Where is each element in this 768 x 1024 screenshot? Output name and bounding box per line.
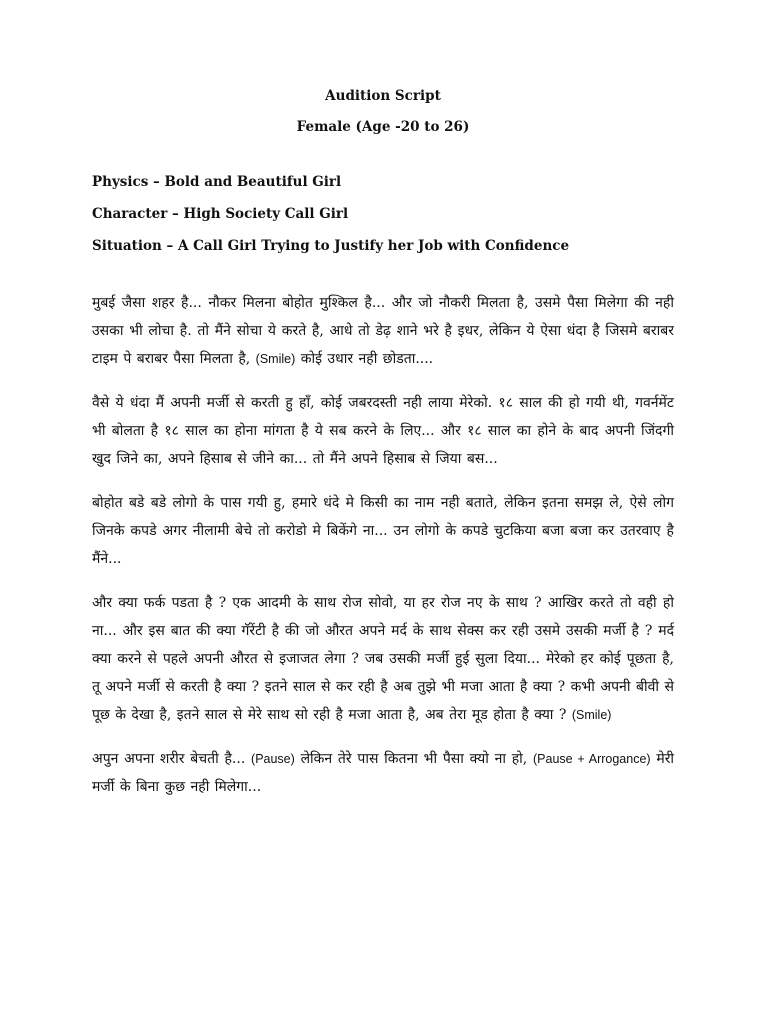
script-body [92, 289, 674, 801]
paragraph-text: अपुन अपना शरीर बेचती है... [92, 751, 246, 767]
physics-line: Physics – Bold and Beautiful Girl [92, 174, 342, 190]
script-paragraph [92, 589, 674, 729]
script-paragraph [92, 289, 674, 373]
paragraph-text: मुबई जैसा शहर है... नौकर मिलना बोहोत मुश्किल है... और जो नौकरी मिलता है, उसमे पैसा मिलेगा की नही उसका भी लोचा है. तो मैंने सोचा ये करते है, आधे तो डेढ़ शाने भरे है इधर, लेकिन ये ऐसा धंदा है जिसमे बराबर टाइम पे बराबर पैसा मिलता है, [92, 295, 674, 367]
stage-direction: (Pause + Arrogance) [533, 752, 651, 766]
paragraph-text: लेकिन तेरे पास कितना भी पैसा क्यो ना हो, [300, 751, 528, 767]
paragraph-text: कोई उधार नही छोडता.... [300, 351, 434, 367]
document-subtitle: Female (Age -20 to 26) [296, 119, 470, 135]
stage-direction: (Smile) [571, 708, 612, 722]
stage-direction: (Smile) [255, 352, 296, 366]
script-paragraph [92, 489, 674, 573]
stage-direction: (Pause) [251, 752, 295, 766]
script-paragraph [92, 745, 674, 801]
paragraph-text: बोहोत बडे बडे लोगो के पास गयी हु, हमारे धंदे मे किसी का नाम नही बताते, लेकिन इतना समझ ले, ऐसे लोग जिनके कपडे अगर नीलामी बेचे तो करोडो मे बिकेंगे ना... उन लोगो के कपडे चुटकिया बजा बजा कर उतरवाए है मैंने... [92, 495, 674, 567]
paragraph-text: मेरी मर्जी के बिना कुछ नही मिलेगा... [92, 751, 675, 795]
situation-line: Situation – A Call Girl Trying to Justify her Job with Confidence [92, 238, 570, 254]
script-paragraph [92, 389, 674, 473]
paragraph-text: वैसे ये धंदा मैं अपनी मर्जी से करती हु हाँ, कोई जबरदस्ती नही लाया मेरेको. १८ साल की हो गयी थी, गवर्नमेंट भी बोलता है १८ साल का होना मांगता है ये सब करने के लिए... और १८ साल का होने के बाद अपनी जिंदगी खुद जिने का, अपने हिसाब से जीने का... तो मैंने अपने हिसाब से जिया बस... [92, 395, 674, 467]
paragraph-text: और क्या फर्क पडता है ? एक आदमी के साथ रोज सोवो, या हर रोज नए के साथ ? आखिर करते तो वही हो ना... और इस बात की क्या गॅरेंटी है की जो औरत अपने मर्द के साथ सेक्स कर रही उसमे उसकी मर्जी है ? मर्द क्या करने से पहले अपनी औरत से इजाजत लेगा ? जब उसकी मर्जी हुई सुला दिया... मेरेको हर कोई पूछता है, तू अपने मर्जी से करती है क्या ? इतने साल से कर रही है अब तुझे भी मजा आता है क्या ? कभी अपनी बीवी से पूछ के देखा है, इतने साल से मेरे साथ सो रही है मजा आता है, अब तेरा मूड होता है क्या ? [92, 595, 674, 723]
document-title: Audition Script [325, 88, 441, 104]
script-details [92, 173, 674, 256]
character-line: Character – High Society Call Girl [92, 206, 349, 222]
